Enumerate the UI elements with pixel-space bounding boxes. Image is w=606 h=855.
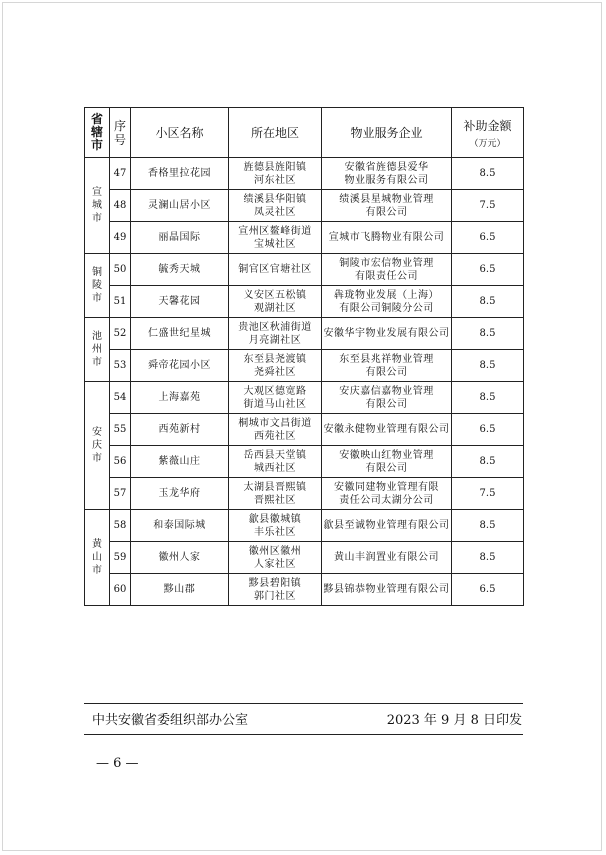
company-cell: 安徽省旌德县爱华物业服务有限公司 bbox=[322, 158, 452, 190]
table-row bbox=[85, 190, 524, 222]
table-row bbox=[85, 414, 524, 446]
location-cell: 贵池区秋浦街道月亮湖社区 bbox=[229, 318, 322, 350]
community-name-cell: 丽晶国际 bbox=[131, 222, 229, 254]
table-row bbox=[85, 318, 524, 350]
seq-cell: 60 bbox=[110, 574, 131, 606]
table-row bbox=[85, 382, 524, 414]
company-cell: 黟县锦恭物业管理有限公司 bbox=[322, 574, 452, 606]
company-cell: 绩溪县星城物业管理有限公司 bbox=[322, 190, 452, 222]
location-cell: 宣州区鳌峰街道宝城社区 bbox=[229, 222, 322, 254]
company-cell: 宣城市飞腾物业有限公司 bbox=[322, 222, 452, 254]
table-row bbox=[85, 286, 524, 318]
seq-cell: 48 bbox=[110, 190, 131, 222]
seq-cell: 58 bbox=[110, 510, 131, 542]
amount-cell: 8.5 bbox=[452, 382, 524, 414]
community-name-cell: 上海嘉苑 bbox=[131, 382, 229, 414]
table-row bbox=[85, 542, 524, 574]
city-cell: 安 庆 市 bbox=[85, 382, 110, 510]
city-cell: 宣 城 市 bbox=[85, 158, 110, 254]
seq-cell: 50 bbox=[110, 254, 131, 286]
company-cell: 安徽永健物业管理有限公司 bbox=[322, 414, 452, 446]
seq-cell: 47 bbox=[110, 158, 131, 190]
community-name-cell: 玉龙华府 bbox=[131, 478, 229, 510]
amount-cell: 6.5 bbox=[452, 254, 524, 286]
community-name-cell: 香格里拉花园 bbox=[131, 158, 229, 190]
community-name-cell: 紫薇山庄 bbox=[131, 446, 229, 478]
table-body bbox=[85, 158, 524, 606]
location-cell: 旌德县旌阳镇河东社区 bbox=[229, 158, 322, 190]
header-city: 省 辖 市 bbox=[85, 108, 110, 158]
subsidy-table bbox=[84, 107, 524, 606]
company-cell: 黄山丰润置业有限公司 bbox=[322, 542, 452, 574]
page-number: — 6 — bbox=[96, 756, 139, 771]
community-name-cell: 西苑新村 bbox=[131, 414, 229, 446]
seq-cell: 57 bbox=[110, 478, 131, 510]
company-cell: 东至县兆祥物业管理有限公司 bbox=[322, 350, 452, 382]
seq-cell: 53 bbox=[110, 350, 131, 382]
amount-cell: 8.5 bbox=[452, 542, 524, 574]
footer-bottom-rule bbox=[84, 734, 523, 735]
company-cell: 安庆嘉信嘉物业管理有限公司 bbox=[322, 382, 452, 414]
amount-cell: 6.5 bbox=[452, 574, 524, 606]
community-name-cell: 天馨花园 bbox=[131, 286, 229, 318]
location-cell: 太湖县晋熙镇晋熙社区 bbox=[229, 478, 322, 510]
header-amount: 补助金额 （万元） bbox=[452, 108, 524, 158]
table-header-row bbox=[85, 108, 524, 158]
amount-cell: 7.5 bbox=[452, 478, 524, 510]
location-cell: 铜官区官塘社区 bbox=[229, 254, 322, 286]
table-row bbox=[85, 446, 524, 478]
seq-cell: 56 bbox=[110, 446, 131, 478]
amount-cell: 8.5 bbox=[452, 158, 524, 190]
amount-cell: 6.5 bbox=[452, 222, 524, 254]
community-name-cell: 舜帝花园小区 bbox=[131, 350, 229, 382]
seq-cell: 51 bbox=[110, 286, 131, 318]
company-cell: 犇珑物业发展（上海）有限公司铜陵分公司 bbox=[322, 286, 452, 318]
amount-cell: 7.5 bbox=[452, 190, 524, 222]
footer-date: 2023 年 9 月 8 日印发 bbox=[386, 713, 522, 728]
amount-cell: 8.5 bbox=[452, 446, 524, 478]
header-company: 物业服务企业 bbox=[322, 108, 452, 158]
company-cell: 安徽华宇物业发展有限公司 bbox=[322, 318, 452, 350]
company-cell: 歙县至诚物业管理有限公司 bbox=[322, 510, 452, 542]
header-seq: 序 号 bbox=[110, 108, 131, 158]
company-cell: 安徽映山红物业管理有限公司 bbox=[322, 446, 452, 478]
table-row bbox=[85, 510, 524, 542]
seq-cell: 49 bbox=[110, 222, 131, 254]
city-cell: 黄 山 市 bbox=[85, 510, 110, 606]
seq-cell: 59 bbox=[110, 542, 131, 574]
community-name-cell: 毓秀天城 bbox=[131, 254, 229, 286]
location-cell: 东至县尧渡镇尧舜社区 bbox=[229, 350, 322, 382]
community-name-cell: 仁盛世纪星城 bbox=[131, 318, 229, 350]
seq-cell: 55 bbox=[110, 414, 131, 446]
city-cell: 铜 陵 市 bbox=[85, 254, 110, 318]
location-cell: 歙县徽城镇丰乐社区 bbox=[229, 510, 322, 542]
location-cell: 岳西县天堂镇城西社区 bbox=[229, 446, 322, 478]
community-name-cell: 徽州人家 bbox=[131, 542, 229, 574]
header-name: 小区名称 bbox=[131, 108, 229, 158]
footer-top-rule bbox=[84, 703, 523, 704]
amount-cell: 8.5 bbox=[452, 510, 524, 542]
table-row bbox=[85, 478, 524, 510]
table-row bbox=[85, 222, 524, 254]
header-location: 所在地区 bbox=[229, 108, 322, 158]
footer-issuer: 中共安徽省委组织部办公室 bbox=[92, 713, 249, 728]
location-cell: 大观区德宽路街道马山社区 bbox=[229, 382, 322, 414]
location-cell: 桐城市文昌街道西苑社区 bbox=[229, 414, 322, 446]
community-name-cell: 灵澜山居小区 bbox=[131, 190, 229, 222]
table-row bbox=[85, 350, 524, 382]
seq-cell: 52 bbox=[110, 318, 131, 350]
amount-cell: 8.5 bbox=[452, 318, 524, 350]
amount-cell: 8.5 bbox=[452, 350, 524, 382]
location-cell: 绩溪县华阳镇凤灵社区 bbox=[229, 190, 322, 222]
table-row bbox=[85, 574, 524, 606]
community-name-cell: 黟山郡 bbox=[131, 574, 229, 606]
table-row bbox=[85, 158, 524, 190]
location-cell: 义安区五松镇观湖社区 bbox=[229, 286, 322, 318]
location-cell: 黟县碧阳镇郭门社区 bbox=[229, 574, 322, 606]
amount-cell: 8.5 bbox=[452, 286, 524, 318]
company-cell: 铜陵市宏信物业管理有限责任公司 bbox=[322, 254, 452, 286]
company-cell: 安徽同建物业管理有限责任公司太湖分公司 bbox=[322, 478, 452, 510]
location-cell: 徽州区徽州人家社区 bbox=[229, 542, 322, 574]
seq-cell: 54 bbox=[110, 382, 131, 414]
city-cell: 池 州 市 bbox=[85, 318, 110, 382]
table-row bbox=[85, 254, 524, 286]
community-name-cell: 和泰国际城 bbox=[131, 510, 229, 542]
amount-cell: 6.5 bbox=[452, 414, 524, 446]
